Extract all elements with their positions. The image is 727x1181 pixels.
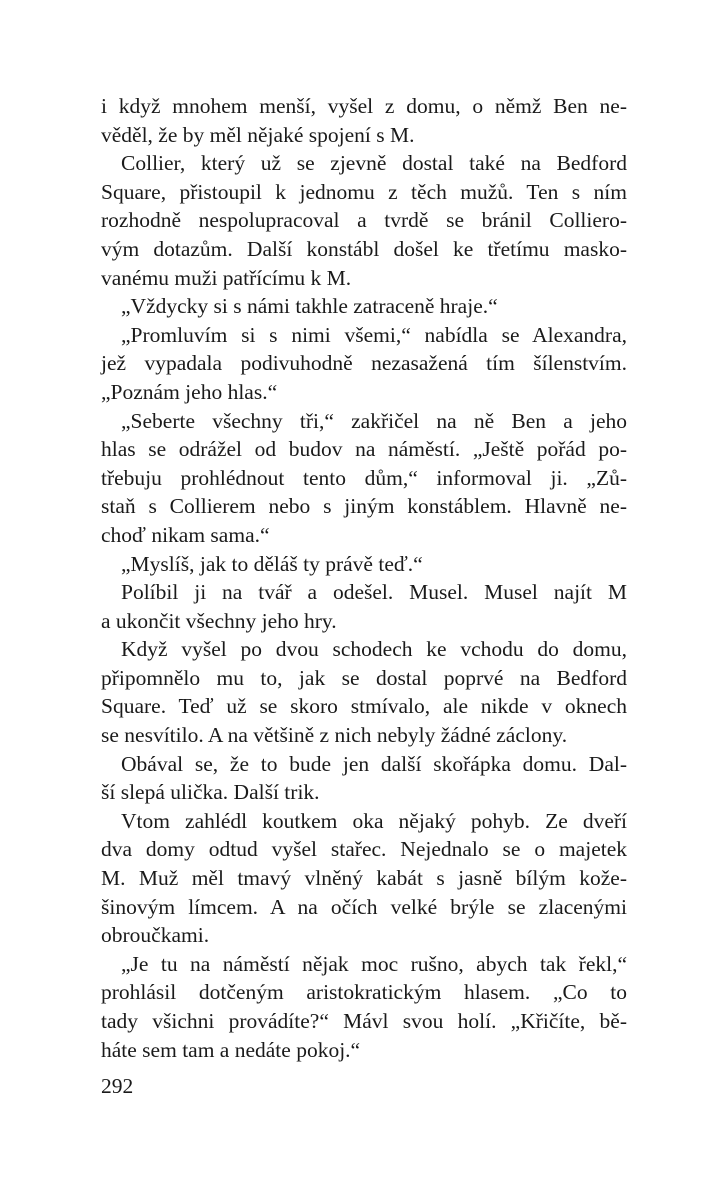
text-line: vým dotazům. Další konstábl došel ke třetímu masko- <box>101 236 627 261</box>
text-line: Square, přistoupil k jednomu z těch mužů. Ten s ním <box>101 179 627 204</box>
paragraph <box>101 321 627 407</box>
text-line: hlas se odrážel od budov na náměstí. „Ještě pořád po- <box>101 437 627 462</box>
text-line: ší slepá ulička. Další trik. <box>101 780 320 805</box>
text-line: Square. Teď už se skoro stmívalo, ale nikde v oknech <box>101 694 627 719</box>
text-line: Když vyšel po dvou schodech ke vchodu do domu, <box>121 637 627 662</box>
text-line: „Je tu na náměstí nějak moc rušno, abych tak řekl,“ <box>121 951 627 976</box>
text-line: „Seberte všechny tři,“ zakřičel na ně Ben a jeho <box>121 408 627 433</box>
text-line: Vtom zahlédl koutkem oka nějaký pohyb. Ze dveří <box>121 808 627 833</box>
paragraph <box>101 92 627 149</box>
page-number: 292 <box>101 1074 134 1098</box>
text-line: tady všichni provádíte?“ Mávl svou holí. „Křičíte, bě- <box>101 1009 627 1033</box>
text-line: třebuju prohlédnout tento dům,“ informoval ji. „Zů- <box>101 465 627 490</box>
text-line: rozhodně nespolupracoval a tvrdě se bránil Colliero- <box>101 208 627 233</box>
paragraph <box>101 292 627 321</box>
text-line: Políbil ji na tvář a odešel. Musel. Musel najít M <box>121 580 627 605</box>
text-line: a ukončit všechny jeho hry. <box>101 608 337 633</box>
text-line: připomnělo mu to, jak se dostal poprvé na Bedford <box>101 665 627 690</box>
text-line: „Vždycky si s námi takhle zatraceně hraje.“ <box>121 294 498 319</box>
text-line: prohlásil dotčeným aristokratickým hlasem. „Co to <box>101 980 627 1005</box>
body-text <box>101 92 627 1064</box>
text-line: háte sem tam a nedáte pokoj.“ <box>101 1037 361 1062</box>
text-line: i když mnohem menší, vyšel z domu, o němž Ben ne- <box>101 94 627 118</box>
text-line: obroučkami. <box>101 923 210 948</box>
text-line: jež vypadala podivuhodně nezasažená tím šílenstvím. <box>101 351 627 376</box>
text-line: Collier, který už se zjevně dostal také na Bedford <box>121 151 627 176</box>
paragraph <box>101 149 627 292</box>
text-line: se nesvítilo. A na většině z nich nebyly žádné záclony. <box>101 723 568 748</box>
paragraph <box>101 807 627 950</box>
text-line: „Poznám jeho hlas.“ <box>101 379 278 404</box>
paragraph <box>101 750 627 807</box>
paragraph <box>101 407 627 550</box>
text-line: dva domy odtud vyšel stařec. Nejednalo se o majetek <box>101 837 627 862</box>
text-line: Obával se, že to bude jen další skořápka domu. Dal- <box>121 751 627 776</box>
text-line: vanému muži patřícímu k M. <box>101 265 352 290</box>
text-line: M. Muž měl tmavý vlněný kabát s jasně bílým kože- <box>101 866 627 891</box>
text-line: „Promluvím si s nimi všemi,“ nabídla se Alexandra, <box>121 322 627 347</box>
text-line: „Myslíš, jak to děláš ty právě teď.“ <box>121 551 423 576</box>
paragraph <box>101 950 627 1064</box>
paragraph <box>101 550 627 579</box>
paragraph <box>101 578 627 635</box>
text-line: choď nikam sama.“ <box>101 522 270 547</box>
text-line: šinovým límcem. A na očích velké brýle se zlacenými <box>101 894 627 919</box>
paragraph <box>101 635 627 749</box>
text-line: věděl, že by měl nějaké spojení s M. <box>101 122 415 147</box>
text-line: staň s Collierem nebo s jiným konstáblem. Hlavně ne- <box>101 494 627 519</box>
